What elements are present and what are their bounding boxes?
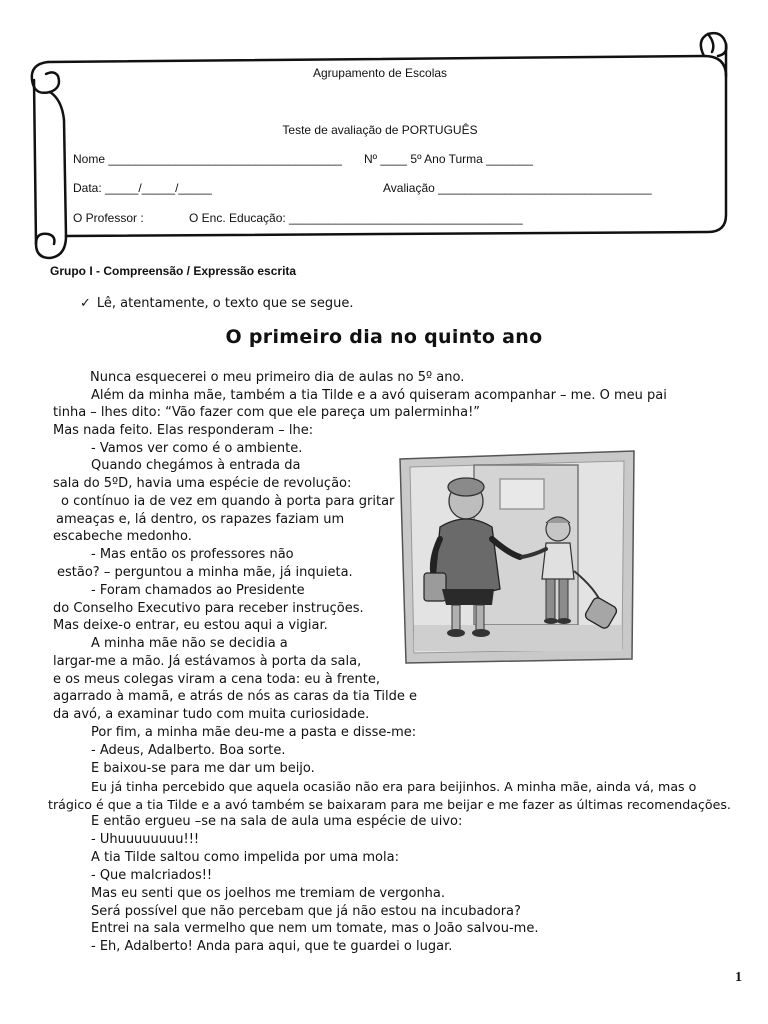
story-line: tinha – lhes dito: “Vão fazer com que ele pareça um palerminha!” <box>53 405 481 420</box>
page-number: 1 <box>735 970 742 985</box>
story-line: da avó, a examinar tudo com muita curiosidade. <box>53 707 370 722</box>
story-line: - Vamos ver como é o ambiente. <box>91 441 303 456</box>
guardian-field[interactable]: O Enc. Educação: ___________________________________ <box>189 211 523 225</box>
story-line: - Que malcriados!! <box>91 868 213 883</box>
story-line: Eu já tinha percebido que aquela ocasião não era para beijinhos. A minha mãe, ainda vá, mas o <box>91 779 697 794</box>
evaluation-field[interactable]: Avaliação ________________________________ <box>383 181 652 195</box>
story-line: - Adeus, Adalberto. Boa sorte. <box>91 743 286 758</box>
check-icon: ✓ <box>80 296 91 311</box>
story-line: Mas nada feito. Elas responderam – lhe: <box>53 423 314 438</box>
mother-child-illustration <box>396 449 638 665</box>
story-line: Além da minha mãe, também a tia Tilde e a avó quiseram acompanhar – me. O meu pai <box>91 388 667 403</box>
story-title: O primeiro dia no quinto ano <box>225 326 543 348</box>
story-line: Entrei na sala vermelho que nem um tomate, mas o João salvou-me. <box>91 921 539 936</box>
story-line: Será possível que não percebam que já não estou na incubadora? <box>91 904 521 919</box>
story-line: Nunca esquecerei o meu primeiro dia de aulas no 5º ano. <box>90 370 465 385</box>
story-line: e os meus colegas viram a cena toda: eu à frente, <box>53 672 380 687</box>
teacher-field[interactable]: O Professor : <box>73 211 144 225</box>
story-line: estão? – perguntou a minha mãe, já inquieta. <box>57 565 353 580</box>
instruction <box>80 296 354 311</box>
story-line: largar-me a mão. Já estávamos à porta da sala, <box>53 654 362 669</box>
story-line: - Eh, Adalberto! Anda para aqui, que te guardei o lugar. <box>91 939 453 954</box>
group-title: Grupo I - Compreensão / Expressão escrita <box>50 264 297 278</box>
story-line: E baixou-se para me dar um beijo. <box>91 761 315 776</box>
instruction-text: Lê, atentamente, o texto que se segue. <box>96 296 354 311</box>
story-line: agarrado à mamã, e atrás de nós as caras da tia Tilde e <box>53 689 417 704</box>
story-line: Mas deixe-o entrar, eu estou aqui a vigiar. <box>53 618 328 633</box>
date-field[interactable]: Data: _____/_____/_____ <box>73 181 212 195</box>
story-line: Quando chegámos à entrada da <box>91 458 301 473</box>
story-line: ameaças e, lá dentro, os rapazes faziam um <box>56 512 345 527</box>
story-line: E então ergueu –se na sala de aula uma espécie de uivo: <box>91 814 463 829</box>
story-line: Por fim, a minha mãe deu-me a pasta e disse-me: <box>91 725 417 740</box>
story-line: o contínuo ia de vez em quando à porta para gritar <box>61 494 395 509</box>
story-line: - Foram chamados ao Presidente <box>91 583 305 598</box>
story-line: sala do 5ºD, havia uma espécie de revolução: <box>53 476 352 491</box>
story-line: trágico é que a tia Tilde e a avó também se baixaram para me beijar e me fazer as últimas recomendações. <box>48 797 731 812</box>
story-line: Mas eu senti que os joelhos me tremiam de vergonha. <box>91 886 446 901</box>
test-title: Teste de avaliação de PORTUGUÊS <box>282 123 478 137</box>
story-line: escabeche medonho. <box>53 529 192 544</box>
story-line: A tia Tilde saltou como impelida por uma mola: <box>91 850 399 865</box>
story-line: - Mas então os professores não <box>91 547 294 562</box>
name-field[interactable]: Nome ___________________________________ <box>73 152 342 166</box>
school-name: Agrupamento de Escolas <box>312 66 448 80</box>
story-line: A minha mãe não se decidia a <box>91 636 288 651</box>
story-line: do Conselho Executivo para receber instruções. <box>53 601 364 616</box>
story-line: - Uhuuuuuuuu!!! <box>91 832 200 847</box>
number-field[interactable]: Nº ____ 5º Ano Turma _______ <box>364 152 533 166</box>
